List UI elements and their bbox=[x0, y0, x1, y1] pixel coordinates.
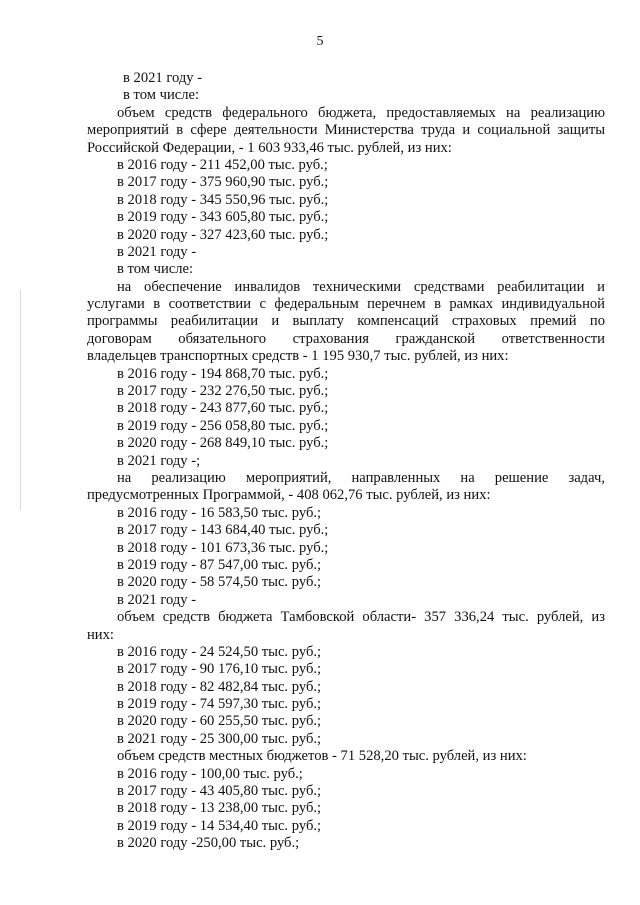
text-line: в 2018 году - 13 238,00 тыс. руб.; bbox=[117, 800, 322, 817]
text-line: предусмотренных Программой, - 408 062,76 тыс. рублей, из них: bbox=[87, 487, 491, 504]
page-number: 5 bbox=[316, 34, 324, 49]
text-line: программы реабилитации и выплату компенсаций страховых премий по bbox=[87, 313, 605, 330]
text-line: в 2020 году - 327 423,60 тыс. руб.; bbox=[117, 226, 329, 243]
text-line: в 2020 году - 60 255,50 тыс. руб.; bbox=[117, 713, 322, 730]
text-line: в том числе: bbox=[117, 261, 194, 278]
text-line: в 2018 году - 345 550,96 тыс. руб.; bbox=[117, 191, 329, 208]
text-line: в 2016 году - 194 868,70 тыс. руб.; bbox=[117, 365, 329, 382]
text-line: в 2020 году - 268 849,10 тыс. руб.; bbox=[117, 435, 329, 452]
text-line: в 2021 году - bbox=[117, 243, 197, 260]
text-line: в 2020 году -250,00 тыс. руб.; bbox=[117, 835, 300, 852]
text-line: договорам обязательного страхования гражданской ответственности bbox=[87, 330, 605, 347]
text-line: в 2021 году - 25 300,00 тыс. руб.; bbox=[117, 730, 322, 747]
text-line: в 2019 году - 87 547,00 тыс. руб.; bbox=[117, 556, 322, 573]
text-line: на обеспечение инвалидов техническими средствами реабилитации и bbox=[117, 278, 605, 295]
text-line: в 2019 году - 343 605,80 тыс. руб.; bbox=[117, 209, 329, 226]
document-body bbox=[87, 70, 605, 853]
text-line: объем средств федерального бюджета, предоставляемых на реализацию bbox=[117, 104, 605, 121]
text-line: объем средств местных бюджетов - 71 528,20 тыс. рублей, из них: bbox=[117, 748, 527, 765]
text-line: владельцев транспортных средств - 1 195 930,7 тыс. рублей, из них: bbox=[87, 348, 509, 365]
text-line: объем средств бюджета Тамбовской области- 357 336,24 тыс. рублей, из bbox=[117, 609, 605, 626]
text-line: в 2016 году - 16 583,50 тыс. руб.; bbox=[117, 504, 322, 521]
text-line: в 2017 году - 43 405,80 тыс. руб.; bbox=[117, 783, 322, 800]
text-line: услугами в соответствии с федеральным перечнем в рамках индивидуальной bbox=[87, 296, 605, 313]
text-line: в 2019 году - 74 597,30 тыс. руб.; bbox=[117, 696, 322, 713]
text-line: в 2021 году - bbox=[123, 70, 203, 86]
text-line: в 2020 году - 58 574,50 тыс. руб.; bbox=[117, 574, 322, 591]
text-line: в 2019 году - 14 534,40 тыс. руб.; bbox=[117, 817, 322, 834]
text-line: в 2017 году - 90 176,10 тыс. руб.; bbox=[117, 661, 322, 678]
text-line: в 2018 году - 82 482,84 тыс. руб.; bbox=[117, 678, 322, 695]
text-line: в 2021 году -; bbox=[117, 452, 201, 469]
text-line: в 2016 году - 24 524,50 тыс. руб.; bbox=[117, 643, 322, 660]
text-line: в 2021 году - bbox=[117, 591, 197, 608]
text-line: в 2017 году - 232 276,50 тыс. руб.; bbox=[117, 383, 329, 400]
text-line: в 2017 году - 143 684,40 тыс. руб.; bbox=[117, 522, 329, 539]
text-line: в 2018 году - 101 673,36 тыс. руб.; bbox=[117, 539, 329, 556]
text-line: в 2016 году - 100,00 тыс. руб.; bbox=[117, 765, 303, 782]
text-line: в 2017 году - 375 960,90 тыс. руб.; bbox=[117, 174, 329, 191]
text-line: в 2019 году - 256 058,80 тыс. руб.; bbox=[117, 417, 329, 434]
text-line: в 2018 году - 243 877,60 тыс. руб.; bbox=[117, 400, 329, 417]
text-line: них: bbox=[87, 626, 114, 643]
text-line: в том числе: bbox=[123, 87, 200, 104]
text-line: Российской Федерации, - 1 603 933,46 тыс. рублей, из них: bbox=[87, 139, 452, 156]
text-line: мероприятий в сфере деятельности Министерства труда и социальной защиты bbox=[87, 122, 605, 139]
text-line: в 2016 году - 211 452,00 тыс. руб.; bbox=[117, 156, 328, 173]
scan-edge-mark bbox=[20, 290, 21, 510]
text-line: на реализацию мероприятий, направленных на решение задач, bbox=[117, 469, 605, 486]
